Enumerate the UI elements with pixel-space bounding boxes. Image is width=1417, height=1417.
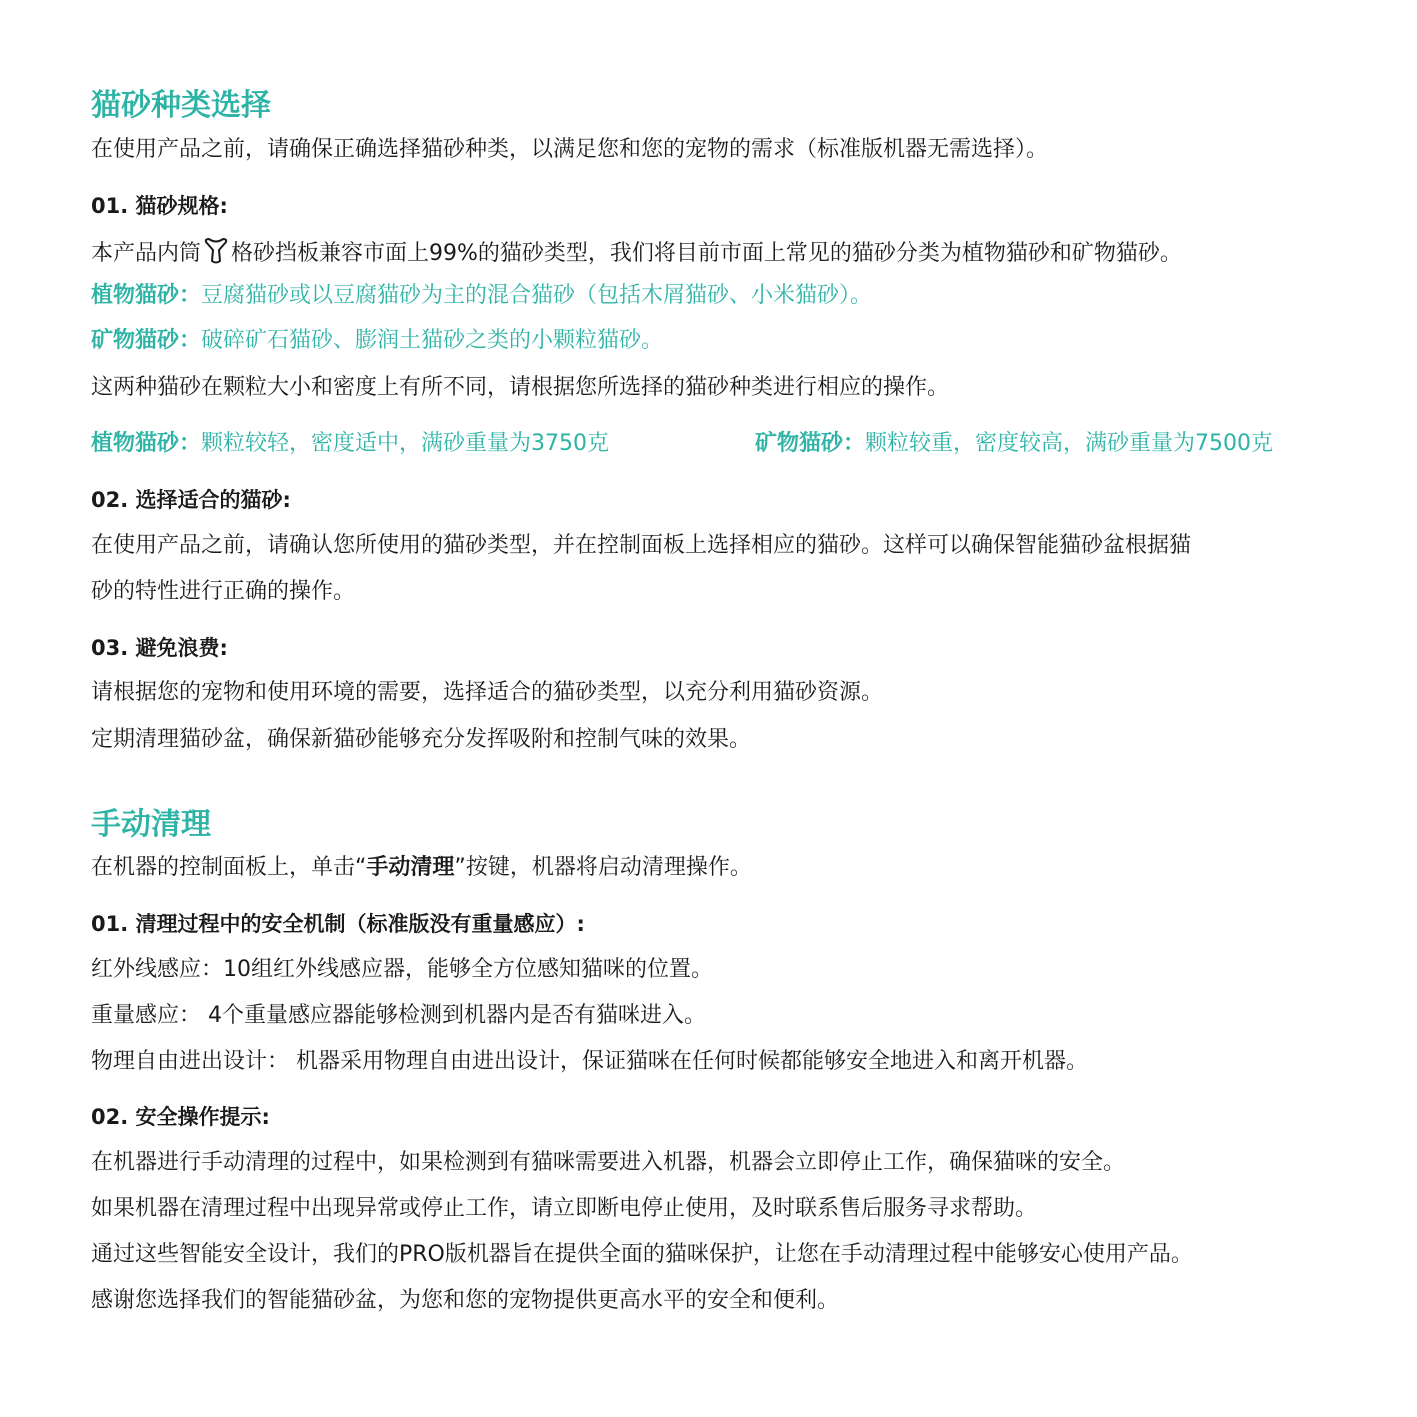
tips-line-4: 感谢您选择我们的智能猫砂盆，为您和您的宠物提供更高水平的安全和便利。 <box>91 1288 840 1313</box>
section-title-manual-clean: 手动清理 <box>91 807 211 842</box>
plant-fill-weight <box>91 429 609 459</box>
compat-after: 格砂挡板兼容市面上99%的猫砂类型，我们将目前市面上常见的猫砂分类为植物猫砂和矿物猫砂。 <box>231 241 1182 266</box>
compat-line <box>91 236 1182 269</box>
mineral-litter-label: 矿物猫砂： <box>91 328 202 353</box>
mineral-fill-text: 颗粒较重，密度较高，满砂重量为7500克 <box>865 431 1274 456</box>
plant-litter-line <box>91 281 872 311</box>
manual-clean-intro <box>91 853 752 883</box>
mineral-fill-weight <box>755 429 1273 459</box>
tips-line-3: 通过这些智能安全设计，我们的PRO版机器旨在提供全面的猫咪保护，让您在手动清理过程中能够安心使用产品。 <box>91 1242 1193 1267</box>
choose-line-2: 砂的特性进行正确的操作。 <box>91 579 356 604</box>
manual-clean-key: 手动清理 <box>366 855 455 880</box>
tips-line-2: 如果机器在清理过程中出现异常或停止工作，请立即断电停止使用，及时联系售后服务寻求帮助。 <box>91 1196 1038 1221</box>
y-shaped-baffle-icon <box>201 236 231 266</box>
compat-before: 本产品内筒 <box>91 241 202 266</box>
tips-line-1: 在机器进行手动清理的过程中，如果检测到有猫咪需要进入机器，机器会立即停止工作，确保猫咪的安全。 <box>91 1150 1126 1175</box>
plant-litter-label: 植物猫砂： <box>91 283 202 308</box>
tips-heading: 02. 安全操作提示: <box>91 1105 270 1129</box>
safety-heading: 01. 清理过程中的安全机制（标准版没有重量感应）: <box>91 912 585 936</box>
choose-line-1: 在使用产品之前，请确认您所使用的猫砂类型，并在控制面板上选择相应的猫砂。这样可以确保智能猫砂盆根据猫 <box>91 533 1192 558</box>
weight-sensing: 重量感应： 4个重量感应器能够检测到机器内是否有猫咪进入。 <box>91 1003 706 1028</box>
waste-heading: 03. 避免浪费: <box>91 636 228 660</box>
intro-before: 在机器的控制面板上，单击“ <box>91 855 367 880</box>
mineral-fill-label: 矿物猫砂： <box>755 431 866 456</box>
intro-after: ”按键，机器将启动清理操作。 <box>454 855 752 880</box>
section-title-litter-type: 猫砂种类选择 <box>91 88 271 123</box>
waste-line-1: 请根据您的宠物和使用环境的需要，选择适合的猫砂类型，以充分利用猫砂资源。 <box>91 680 884 705</box>
plant-fill-label: 植物猫砂： <box>91 431 202 456</box>
mineral-litter-text: 破碎矿石猫砂、膨润土猫砂之类的小颗粒猫砂。 <box>201 328 664 353</box>
physical-design: 物理自由进出设计： 机器采用物理自由进出设计，保证猫咪在任何时候都能够安全地进入和离开机器。 <box>91 1049 1088 1074</box>
litter-type-intro: 在使用产品之前，请确保正确选择猫砂种类，以满足您和您的宠物的需求（标准版机器无需选择）。 <box>91 137 1049 162</box>
plant-litter-text: 豆腐猫砂或以豆腐猫砂为主的混合猫砂（包括木屑猫砂、小米猫砂）。 <box>201 283 873 308</box>
infrared-sensing: 红外线感应：10组红外线感应器，能够全方位感知猫咪的位置。 <box>91 957 713 982</box>
spec-heading: 01. 猫砂规格: <box>91 194 228 218</box>
litter-difference: 这两种猫砂在颗粒大小和密度上有所不同，请根据您所选择的猫砂种类进行相应的操作。 <box>91 375 950 400</box>
waste-line-2: 定期清理猫砂盆，确保新猫砂能够充分发挥吸附和控制气味的效果。 <box>91 727 752 752</box>
mineral-litter-line <box>91 326 663 356</box>
choose-heading: 02. 选择适合的猫砂: <box>91 488 291 512</box>
plant-fill-text: 颗粒较轻，密度适中，满砂重量为3750克 <box>201 431 610 456</box>
